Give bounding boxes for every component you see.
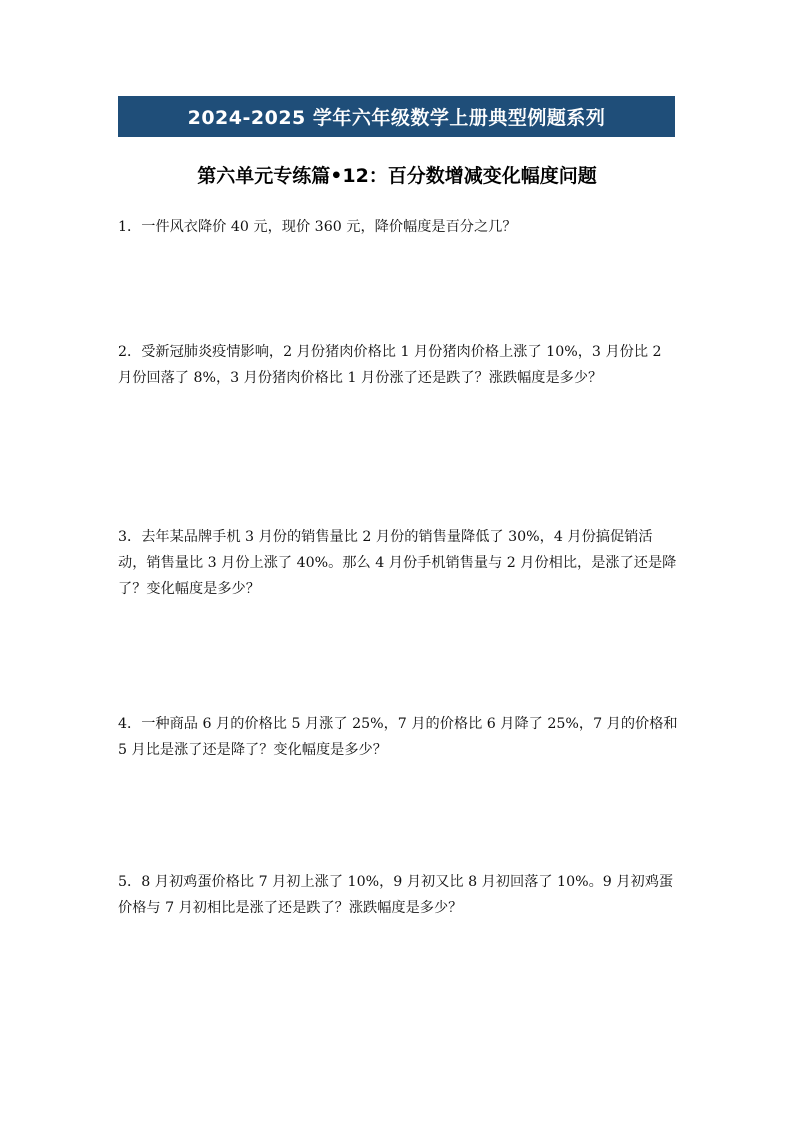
question-5: 5．8 月初鸡蛋价格比 7 月初上涨了 10%，9 月初又比 8 月初回落了 10%。9 月初鸡蛋价格与 7 月初相比是涨了还是跌了？涨跌幅度是多少？ [118, 874, 674, 916]
question-2: 2．受新冠肺炎疫情影响，2 月份猪肉价格比 1 月份猪肉价格上涨了 10%，3 月份比 2 月份回落了 8%，3 月份猪肉价格比 1 月份涨了还是跌了？涨跌幅度是多少？ [118, 344, 662, 386]
series-title: 2024-2025 学年六年级数学上册典型例题系列 [187, 107, 606, 129]
series-title-banner [118, 96, 675, 137]
question-4: 4．一种商品 6 月的价格比 5 月涨了 25%，7 月的价格比 6 月降了 25%，7 月的价格和 5 月比是涨了还是降了？变化幅度是多少？ [118, 716, 678, 758]
question-3: 3．去年某品牌手机 3 月份的销售量比 2 月份的销售量降低了 30%，4 月份搞促销活动，销售量比 3 月份上涨了 40%。那么 4 月份手机销售量与 2 月份相比，是涨了还是降了？变化幅度是多少？ [118, 529, 677, 597]
question-1: 1．一件风衣降价 40 元，现价 360 元，降价幅度是百分之几？ [118, 219, 517, 235]
unit-subtitle: 第六单元专练篇•12：百分数增减变化幅度问题 [197, 165, 597, 187]
